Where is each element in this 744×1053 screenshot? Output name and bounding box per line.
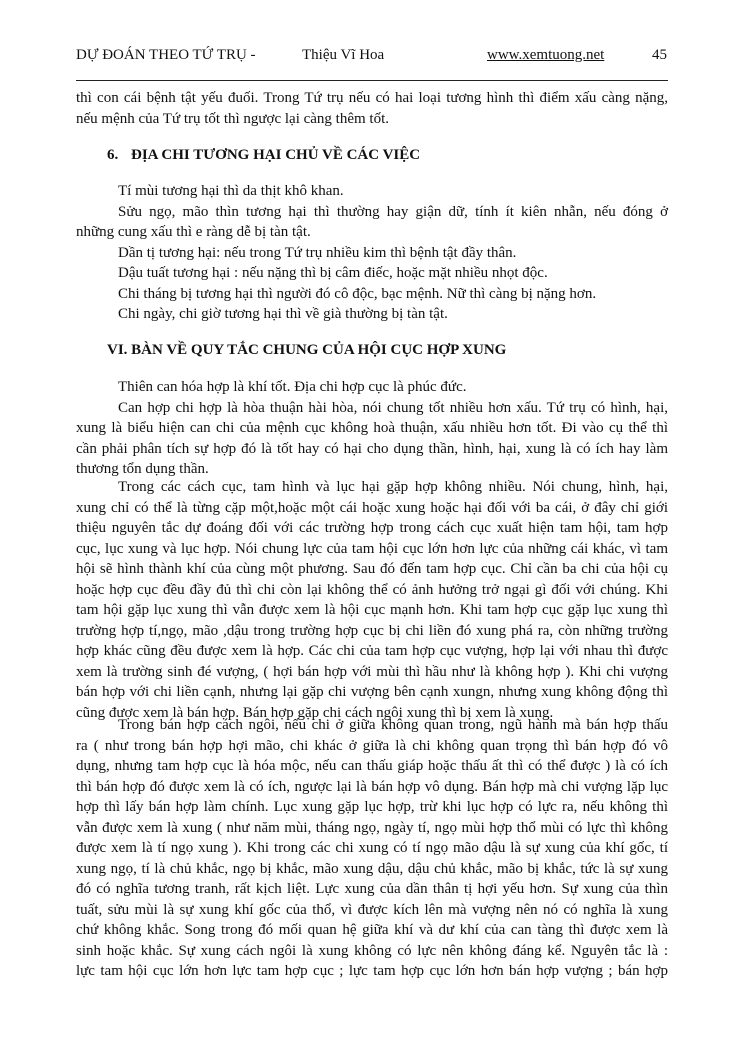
text-line: Chi tháng bị tương hại thì người đó cô độc, bạc mệnh. Nữ thì càng bị nặng hơn. <box>118 285 597 302</box>
text-line: hợp khác cũng đều được xem là hợp. Các chi của tam hợp cục vượng, hợp lại với nhau thì được <box>76 643 668 659</box>
text-line: Tí mùi tương hại thì da thịt khô khan. <box>118 183 344 199</box>
text-line: vẫn được xem là xung ( như năm mùi, tháng ngọ, ngày tí, ngọ mùi hợp thổ mùi có lực thì không <box>76 819 668 836</box>
text-line: đó có nghĩa tương tranh, rất kịch liệt. Lực xung của dần thân tị hợi yếu hơn. Sự xung của thìn <box>76 881 668 897</box>
section-vi-paragraph-2 <box>76 477 668 723</box>
text-line: tam hội gặp lục xung thì vẫn được xem là hội cục mạnh hơn. Khi tam hợp cục gặp lục xung thì <box>76 602 668 618</box>
text-line: xung chỉ có thể là từng cặp một,hoặc một cái hoặc xung hoặc hại đối với ba cái, ở đây chỉ giới <box>76 499 668 516</box>
text-line: hợp thì lấy bán hợp làm chính. Lục xung gặp lục hợp, trừ khi lục hợp có lực ra, nếu không thì <box>76 799 668 815</box>
text-line: Chi ngày, chi giờ tương hại thì về già thường bị tàn tật. <box>118 306 448 322</box>
text-line: hội sẽ hình thành khí của cùng một phương. Sau đó đến tam hợp cục. Chỉ cần ba chi của hội cụ <box>76 561 668 577</box>
website-link[interactable]: www.xemtuong.net <box>487 47 605 63</box>
text-line: ra ( như trong bán hợp hợi mão, chi khác ở giữa là chi không quan trọng thì bán hợp đó vô <box>76 737 668 754</box>
section-vi-heading: VI. BÀN VỀ QUY TẮC CHUNG CỦA HỘI CỤC HỢP XUNG <box>107 342 507 358</box>
text-line: lực tam hội cục lớn hơn lực tam hợp cục ; lực tam hợp cục lớn hơn bán hợp vượng ; bán hợp <box>76 963 668 979</box>
running-header-title: DỰ ĐOÁN THEO TỨ TRỤ - <box>76 47 256 63</box>
text-line: Dần tị tương hại: nếu trong Tứ trụ nhiều kim thì bệnh tật đầy thân. <box>118 244 517 261</box>
text-line: cần phải phân tích sự hợp đó là tốt hay có hại cho dụng thần, hình, hại, xung là có ích hay làm <box>76 440 668 457</box>
running-header-author: Thiệu Vĩ Hoa <box>302 47 385 63</box>
text-line: hoặc hợp cục đều đầy đủ thì chi còn lại không thể có ảnh hưởng trở ngại gì đối với chúng. Khi <box>76 581 668 598</box>
text-line: Sửu ngọ, mão thìn tương hại thì thường hay giận dữ, tính ít kiên nhẫn, nếu đóng ở <box>118 203 668 220</box>
text-line: Can hợp chi hợp là hòa thuận hài hòa, nói chung tốt nhiều hơn xấu. Tứ trụ có hình, hại, <box>118 399 668 416</box>
text-line: sinh hoặc khắc. Sự xung cách ngôi là xung không có lực nên không đáng kể. Nguyên tắc là : <box>76 942 668 959</box>
text-line: bán hợp với chi liền cạnh, nhưng lại gặp chi vượng bên cạnh xungn, nhưng xung không động thì <box>76 684 668 700</box>
text-line: những cung xấu thì e ràng dễ bị tàn tật. <box>76 224 311 240</box>
text-line: Thiên can hóa hợp là khí tốt. Địa chi hợp cục là phúc đức. <box>118 379 467 395</box>
text-line: trường hợp tí,ngọ, mão ,dậu trong trường hợp cục bị chi liền đó xung phá ra, còn những trường <box>76 622 668 639</box>
text-line: thiệu nguyên tắc dự đoáng đối với các trường hợp trong cách cục xuất hiện tam hội, tam hợp <box>76 520 668 536</box>
text-line: cục, lục xung và lục hợp. Nói chung lực của tam hội cục lớn hơn lực của những cái khác, vì tam <box>76 540 668 557</box>
text-line: tuất, sửu mùi là sự xung khí gốc của thổ, vì được kích lên mà vượng nên nó có nghĩa là xung <box>76 901 668 918</box>
text-line: Dậu tuất tương hại : nếu nặng thì bị câm điếc, hoặc mặt nhiều nhọt độc. <box>118 265 548 281</box>
page-number: 45 <box>652 47 667 63</box>
text-line: chứ không khắc. Song trong đó mối quan hệ giữa khí và dư khí của can tàng thì được xem là <box>76 922 668 938</box>
text-line: Trong bán hợp cách ngôi, nếu chi ở giữa không quan trong, ngũ hành mà bán hợp thấu <box>118 717 668 733</box>
section-vi-intro <box>76 377 668 480</box>
section-6-number: 6. <box>107 147 119 163</box>
text-line: xem là trường sinh đé vượng, ( hợi bán hợp với mùi thì hầu như là không hợp ). Khi chi vượng <box>76 663 668 680</box>
text-line: thương tổn dụng thần. <box>76 461 209 477</box>
text-line: dụng, nhưng tam hợp cục là hóa mộc, nếu can thấu giáp hoặc thấu ất thì có thể được ) là có ích <box>76 758 668 774</box>
section-6-body <box>76 181 668 325</box>
text-line: Trong các cách cục, tam hình và lục hại gặp hợp không nhiều. Nói chung, hình, hại, <box>118 479 668 495</box>
text-line: thì con cái bệnh tật yếu đuối. Trong Tứ trụ nếu có hai loại tương hình thì điểm xấu càng nặng, <box>76 90 668 106</box>
section-6-heading: ĐỊA CHI TƯƠNG HẠI CHỦ VỀ CÁC VIỆC <box>131 147 421 163</box>
text-line: xung là biểu hiện can chi của mệnh cục không hoà thuận, xấu nhiều hơn tốt. Đi vào cụ thể thì <box>76 420 668 436</box>
text-line: thì bán hợp đó được xem là có ích, ngược lại là bán hợp vô dụng. Bán hợp mà chi vượng lặp lục <box>76 778 668 795</box>
header-divider <box>76 80 668 81</box>
paragraph-continuation <box>76 88 668 129</box>
text-line: xung ngọ, tí là chủ khắc, ngọ bị khắc, mão xung dậu, dậu chủ khắc, mão bị khắc, tức là sự xung <box>76 860 668 877</box>
section-vi-paragraph-3 <box>76 715 668 982</box>
text-line: nếu mệnh của Tứ trụ tốt thì ngược lại càng thêm tốt. <box>76 110 390 127</box>
text-line: được xem là tí ngọ xung ). Khi trong các chi xung có tí ngọ mão dậu là sự xung của khí gốc, tí <box>76 840 668 856</box>
text-line: cũng được xem là bán hợp. Bán hợp gặp chi cách ngôi xung thì bị xem là xung. <box>76 704 554 721</box>
